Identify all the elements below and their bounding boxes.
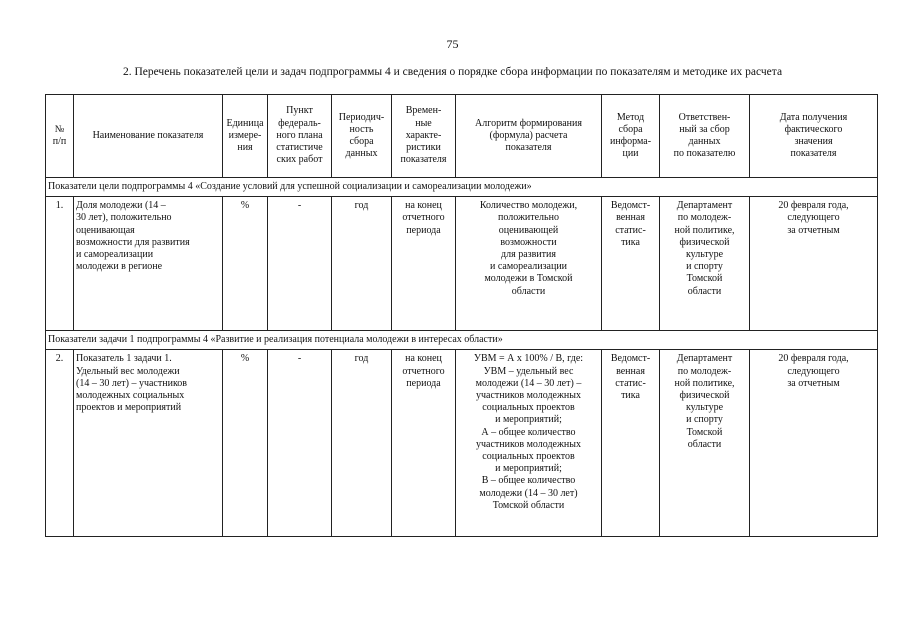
header-periodicity: Периодич- ность сбора данных [332,95,392,178]
collection-method: Ведомст- венная статис- тика [602,197,660,331]
section-row [46,331,878,350]
section-title: Показатели цели подпрограммы 4 «Создание условий для успешной социализации и самореализации молодежи» [46,178,878,197]
collection-method: Ведомст- венная статис- тика [602,350,660,537]
periodicity: год [332,350,392,537]
algorithm: Количество молодежи, положительно оценивающей возможности для развития и самореализации молодежи в Томской области [456,197,602,331]
time-characteristics: на конец отчетного периода [392,197,456,331]
section-row [46,178,878,197]
header-responsible: Ответствен- ный за сбор данных по показателю [660,95,750,178]
table-row [46,197,878,331]
page-number: 75 [446,37,459,51]
header-algorithm: Алгоритм формирования (формула) расчета показателя [456,95,602,178]
header-date: Дата получения фактического значения показателя [750,95,878,178]
table-header-row [46,95,878,178]
time-characteristics: на конец отчетного периода [392,350,456,537]
unit: % [223,197,268,331]
federal-plan-item: - [268,350,332,537]
header-indicator-name: Наименование показателя [74,95,223,178]
responsible: Департамент по молодеж- ной политике, физической культуре и спорту Томской области [660,197,750,331]
header-unit: Единица измере- ния [223,95,268,178]
table-row [46,350,878,537]
header-time-characteristics: Времен- ные характе- ристики показателя [392,95,456,178]
header-number: № п/п [46,95,74,178]
date: 20 февраля года, следующего за отчетным [750,197,878,331]
indicator-name: Показатель 1 задачи 1. Удельный вес молодежи (14 – 30 лет) – участников молодежных социальных проектов и мероприятий [74,350,223,537]
row-number: 1. [46,197,74,331]
indicator-name: Доля молодежи (14 – 30 лет), положительно оценивающая возможности для развития и самореализации молодежи в регионе [74,197,223,331]
federal-plan-item: - [268,197,332,331]
date: 20 февраля года, следующего за отчетным [750,350,878,537]
responsible: Департамент по молодеж- ной политике, физической культуре и спорту Томской области [660,350,750,537]
document-title: 2. Перечень показателей цели и задач подпрограммы 4 и сведения о порядке сбора информации по показателям и методике их расчета [122,66,783,78]
algorithm: УВМ = А х 100% / В, где: УВМ – удельный вес молодежи (14 – 30 лет) – участников молодежных социальных проектов и мероприятий; А – общее количество участников молодежных социальных проектов и мероприятий; В – общее количество молодежи (14 – 30 лет) Томской области [456,350,602,537]
periodicity: год [332,197,392,331]
header-collection-method: Метод сбора информа- ции [602,95,660,178]
row-number: 2. [46,350,74,537]
indicators-table [45,94,878,537]
unit: % [223,350,268,537]
header-federal-plan-item: Пункт федераль- ного плана статистиче ских работ [268,95,332,178]
section-title: Показатели задачи 1 подпрограммы 4 «Развитие и реализация потенциала молодежи в интересах области» [46,331,878,350]
